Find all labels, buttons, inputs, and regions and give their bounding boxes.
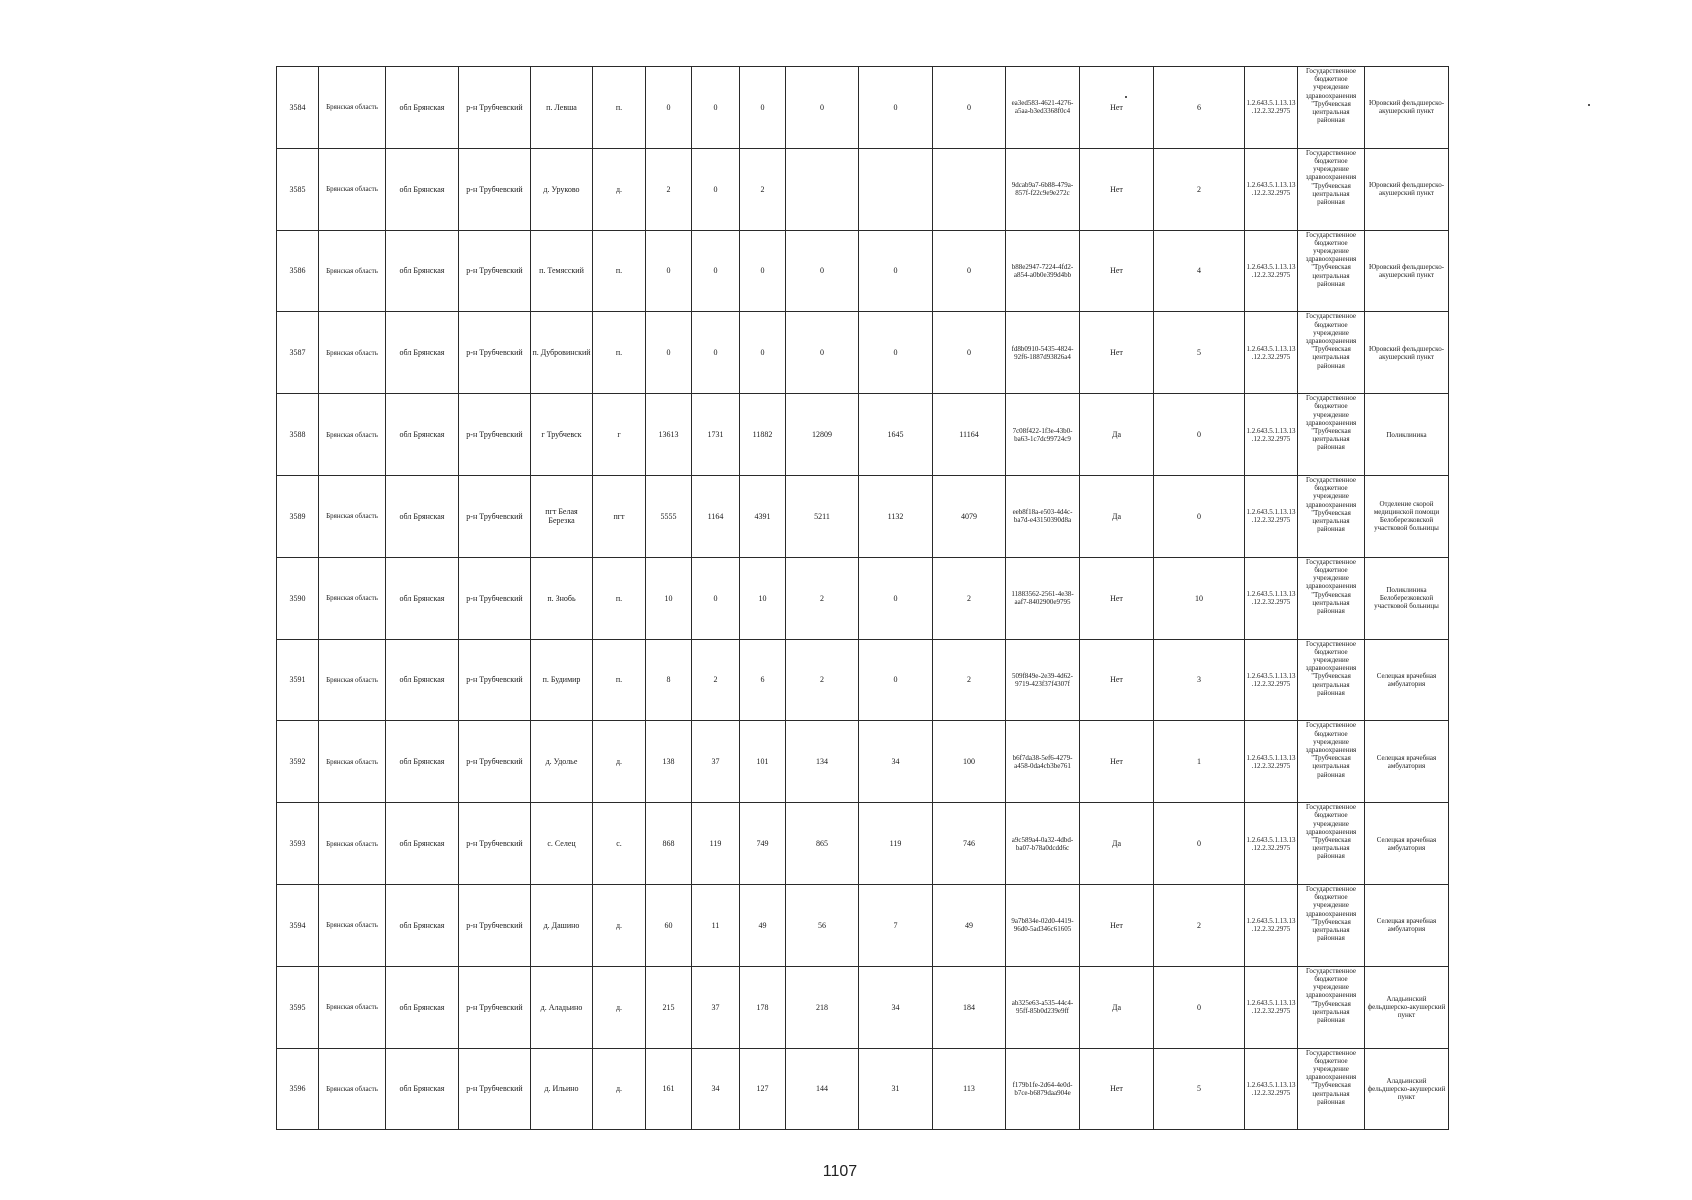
cell-pop-total: 60 [646, 884, 692, 966]
cell-region: Брянская область [319, 312, 386, 394]
table-row [277, 394, 1449, 476]
cell-distance: 5 [1154, 312, 1245, 394]
cell-attached-children: 1132 [859, 475, 933, 557]
cell-type: п. [593, 557, 646, 639]
cell-unit-name: Аладьинский фельдшерско-акушерский пункт [1365, 1048, 1449, 1130]
cell-attached-adults [933, 148, 1006, 230]
cell-num: 3585 [277, 148, 319, 230]
cell-oid: 1.2.643.5.1.13.13.12.2.32.2975 [1245, 639, 1298, 721]
cell-org-name: Государственное бюджетное учреждение здравоохранения "Трубчевская центральная районная [1298, 721, 1365, 803]
cell-oid: 1.2.643.5.1.13.13.12.2.32.2975 [1245, 1048, 1298, 1130]
cell-has-facility: Нет [1080, 639, 1154, 721]
cell-attached-children: 0 [859, 312, 933, 394]
cell-org-name: Государственное бюджетное учреждение здравоохранения "Трубчевская центральная районная [1298, 230, 1365, 312]
cell-org-name: Государственное бюджетное учреждение здравоохранения "Трубчевская центральная районная [1298, 557, 1365, 639]
cell-pop-children: 0 [692, 312, 740, 394]
cell-settlement: пгт Белая Березка [531, 475, 593, 557]
cell-distance: 2 [1154, 148, 1245, 230]
cell-type: д. [593, 721, 646, 803]
cell-attached-total: 218 [786, 966, 859, 1048]
cell-attached-children: 34 [859, 966, 933, 1048]
cell-org-name: Государственное бюджетное учреждение здравоохранения "Трубчевская центральная районная [1298, 312, 1365, 394]
cell-district: р-н Трубчевский [459, 1048, 531, 1130]
scan-speck [1588, 104, 1590, 106]
cell-oblast: обл Брянская [386, 966, 459, 1048]
cell-settlement: с. Селец [531, 803, 593, 885]
cell-oblast: обл Брянская [386, 557, 459, 639]
cell-pop-adults: 10 [740, 557, 786, 639]
cell-org-name: Государственное бюджетное учреждение здравоохранения "Трубчевская центральная районная [1298, 803, 1365, 885]
scan-speck [1125, 96, 1127, 98]
cell-region: Брянская область [319, 1048, 386, 1130]
cell-attached-adults: 113 [933, 1048, 1006, 1130]
cell-attached-adults: 49 [933, 884, 1006, 966]
table-row [277, 884, 1449, 966]
cell-district: р-н Трубчевский [459, 639, 531, 721]
cell-guid: b6f7da38-5ef6-4279-a458-0da4cb3be761 [1006, 721, 1080, 803]
cell-pop-children: 2 [692, 639, 740, 721]
cell-attached-total: 865 [786, 803, 859, 885]
cell-guid: 7c08f422-1f3e-43b0-ba63-1c7dc99724c9 [1006, 394, 1080, 476]
cell-oid: 1.2.643.5.1.13.13.12.2.32.2975 [1245, 557, 1298, 639]
cell-distance: 2 [1154, 884, 1245, 966]
cell-region: Брянская область [319, 230, 386, 312]
table-row [277, 67, 1449, 149]
cell-pop-adults: 6 [740, 639, 786, 721]
cell-oblast: обл Брянская [386, 803, 459, 885]
cell-oblast: обл Брянская [386, 394, 459, 476]
cell-attached-children: 0 [859, 557, 933, 639]
cell-pop-children: 0 [692, 557, 740, 639]
cell-type: п. [593, 230, 646, 312]
cell-unit-name: Селецкая врачебная амбулатория [1365, 639, 1449, 721]
cell-region: Брянская область [319, 966, 386, 1048]
cell-num: 3594 [277, 884, 319, 966]
cell-pop-children: 11 [692, 884, 740, 966]
cell-has-facility: Да [1080, 475, 1154, 557]
cell-has-facility: Нет [1080, 67, 1154, 149]
cell-district: р-н Трубчевский [459, 67, 531, 149]
cell-type: п. [593, 639, 646, 721]
cell-attached-adults: 2 [933, 639, 1006, 721]
cell-has-facility: Нет [1080, 1048, 1154, 1130]
cell-region: Брянская область [319, 67, 386, 149]
cell-guid: 509f849e-2e39-4d62-9719-423f37f4307f [1006, 639, 1080, 721]
cell-oid: 1.2.643.5.1.13.13.12.2.32.2975 [1245, 475, 1298, 557]
cell-unit-name: Юровский фельдшерско-акушерский пункт [1365, 230, 1449, 312]
cell-oblast: обл Брянская [386, 148, 459, 230]
cell-distance: 0 [1154, 394, 1245, 476]
cell-guid: ea3ed583-4621-4276-a5aa-b3ed3368f0c4 [1006, 67, 1080, 149]
cell-pop-total: 2 [646, 148, 692, 230]
cell-org-name: Государственное бюджетное учреждение здравоохранения "Трубчевская центральная районная [1298, 1048, 1365, 1130]
cell-distance: 0 [1154, 475, 1245, 557]
cell-guid: ab325e63-a535-44c4-95ff-85b0d239e9ff [1006, 966, 1080, 1048]
cell-num: 3589 [277, 475, 319, 557]
cell-attached-total: 0 [786, 67, 859, 149]
cell-has-facility: Нет [1080, 148, 1154, 230]
cell-type: с. [593, 803, 646, 885]
cell-distance: 10 [1154, 557, 1245, 639]
cell-pop-children: 1164 [692, 475, 740, 557]
cell-attached-children: 31 [859, 1048, 933, 1130]
cell-type: г [593, 394, 646, 476]
cell-attached-children: 0 [859, 67, 933, 149]
cell-pop-adults: 0 [740, 312, 786, 394]
cell-oblast: обл Брянская [386, 639, 459, 721]
cell-distance: 5 [1154, 1048, 1245, 1130]
cell-settlement: п. Будимир [531, 639, 593, 721]
cell-unit-name: Юровский фельдшерско-акушерский пункт [1365, 312, 1449, 394]
cell-has-facility: Нет [1080, 557, 1154, 639]
table-row [277, 1048, 1449, 1130]
cell-num: 3593 [277, 803, 319, 885]
cell-attached-children [859, 148, 933, 230]
cell-has-facility: Да [1080, 803, 1154, 885]
cell-pop-total: 0 [646, 230, 692, 312]
cell-pop-total: 8 [646, 639, 692, 721]
data-table [276, 66, 1449, 1130]
cell-distance: 6 [1154, 67, 1245, 149]
cell-district: р-н Трубчевский [459, 966, 531, 1048]
cell-attached-adults: 0 [933, 230, 1006, 312]
cell-unit-name: Селецкая врачебная амбулатория [1365, 721, 1449, 803]
cell-oid: 1.2.643.5.1.13.13.12.2.32.2975 [1245, 67, 1298, 149]
cell-guid: 9a7b834e-02d0-4419-96d0-5ad346c61605 [1006, 884, 1080, 966]
cell-attached-adults: 0 [933, 312, 1006, 394]
cell-pop-adults: 0 [740, 230, 786, 312]
table-row [277, 475, 1449, 557]
cell-oid: 1.2.643.5.1.13.13.12.2.32.2975 [1245, 148, 1298, 230]
cell-district: р-н Трубчевский [459, 475, 531, 557]
cell-pop-children: 119 [692, 803, 740, 885]
cell-settlement: д. Удолье [531, 721, 593, 803]
cell-settlement: п. Знобь [531, 557, 593, 639]
cell-attached-adults: 4079 [933, 475, 1006, 557]
cell-attached-total: 2 [786, 639, 859, 721]
cell-attached-total: 12809 [786, 394, 859, 476]
cell-pop-children: 0 [692, 148, 740, 230]
cell-org-name: Государственное бюджетное учреждение здравоохранения "Трубчевская центральная районная [1298, 966, 1365, 1048]
cell-attached-adults: 184 [933, 966, 1006, 1048]
cell-region: Брянская область [319, 557, 386, 639]
cell-settlement: г Трубчевск [531, 394, 593, 476]
cell-attached-children: 34 [859, 721, 933, 803]
cell-region: Брянская область [319, 475, 386, 557]
cell-org-name: Государственное бюджетное учреждение здравоохранения "Трубчевская центральная районная [1298, 394, 1365, 476]
cell-num: 3586 [277, 230, 319, 312]
table-row [277, 312, 1449, 394]
cell-region: Брянская область [319, 394, 386, 476]
cell-has-facility: Нет [1080, 884, 1154, 966]
cell-pop-adults: 101 [740, 721, 786, 803]
cell-type: д. [593, 884, 646, 966]
cell-num: 3591 [277, 639, 319, 721]
cell-attached-adults: 100 [933, 721, 1006, 803]
table-body [277, 67, 1449, 1130]
cell-region: Брянская область [319, 148, 386, 230]
cell-settlement: п. Левша [531, 67, 593, 149]
cell-pop-children: 37 [692, 721, 740, 803]
table-row [277, 148, 1449, 230]
cell-attached-total: 0 [786, 312, 859, 394]
cell-district: р-н Трубчевский [459, 721, 531, 803]
cell-pop-total: 868 [646, 803, 692, 885]
cell-attached-adults: 2 [933, 557, 1006, 639]
table-row [277, 230, 1449, 312]
cell-attached-total: 56 [786, 884, 859, 966]
cell-type: п. [593, 67, 646, 149]
page-number: 1107 [822, 1163, 858, 1180]
cell-district: р-н Трубчевский [459, 884, 531, 966]
cell-settlement: д. Аладьино [531, 966, 593, 1048]
cell-oblast: обл Брянская [386, 884, 459, 966]
cell-guid: 9dcab9a7-6b88-479a-857f-f22c9e9e272c [1006, 148, 1080, 230]
cell-oblast: обл Брянская [386, 1048, 459, 1130]
cell-district: р-н Трубчевский [459, 394, 531, 476]
cell-pop-adults: 11882 [740, 394, 786, 476]
cell-pop-children: 37 [692, 966, 740, 1048]
cell-attached-children: 0 [859, 639, 933, 721]
cell-unit-name: Селецкая врачебная амбулатория [1365, 803, 1449, 885]
cell-attached-children: 0 [859, 230, 933, 312]
cell-pop-total: 215 [646, 966, 692, 1048]
cell-oblast: обл Брянская [386, 67, 459, 149]
cell-pop-adults: 4391 [740, 475, 786, 557]
cell-attached-adults: 746 [933, 803, 1006, 885]
cell-pop-total: 5555 [646, 475, 692, 557]
cell-settlement: д. Дашино [531, 884, 593, 966]
cell-guid: fd8b0910-5435-4824-92f6-1887d93826a4 [1006, 312, 1080, 394]
table-row [277, 966, 1449, 1048]
cell-district: р-н Трубчевский [459, 557, 531, 639]
cell-pop-adults: 0 [740, 67, 786, 149]
cell-pop-total: 13613 [646, 394, 692, 476]
cell-pop-children: 1731 [692, 394, 740, 476]
cell-pop-children: 0 [692, 230, 740, 312]
cell-pop-adults: 127 [740, 1048, 786, 1130]
cell-pop-children: 0 [692, 67, 740, 149]
cell-pop-adults: 49 [740, 884, 786, 966]
cell-attached-children: 7 [859, 884, 933, 966]
cell-pop-total: 161 [646, 1048, 692, 1130]
cell-oid: 1.2.643.5.1.13.13.12.2.32.2975 [1245, 966, 1298, 1048]
cell-unit-name: Селецкая врачебная амбулатория [1365, 884, 1449, 966]
table-row [277, 721, 1449, 803]
cell-settlement: п. Дубровинский [531, 312, 593, 394]
cell-settlement: д. Ильино [531, 1048, 593, 1130]
cell-attached-children: 1645 [859, 394, 933, 476]
cell-attached-total: 5211 [786, 475, 859, 557]
cell-type: д. [593, 1048, 646, 1130]
cell-org-name: Государственное бюджетное учреждение здравоохранения "Трубчевская центральная районная [1298, 639, 1365, 721]
cell-region: Брянская область [319, 803, 386, 885]
cell-num: 3584 [277, 67, 319, 149]
cell-region: Брянская область [319, 721, 386, 803]
cell-oid: 1.2.643.5.1.13.13.12.2.32.2975 [1245, 230, 1298, 312]
cell-oblast: обл Брянская [386, 230, 459, 312]
cell-attached-total: 144 [786, 1048, 859, 1130]
cell-oblast: обл Брянская [386, 721, 459, 803]
cell-settlement: д. Уруково [531, 148, 593, 230]
cell-pop-adults: 749 [740, 803, 786, 885]
cell-unit-name: Юровский фельдшерско-акушерский пункт [1365, 67, 1449, 149]
cell-num: 3592 [277, 721, 319, 803]
cell-pop-total: 0 [646, 67, 692, 149]
cell-pop-children: 34 [692, 1048, 740, 1130]
cell-attached-total [786, 148, 859, 230]
cell-oid: 1.2.643.5.1.13.13.12.2.32.2975 [1245, 394, 1298, 476]
cell-pop-total: 10 [646, 557, 692, 639]
cell-attached-adults: 11164 [933, 394, 1006, 476]
cell-num: 3588 [277, 394, 319, 476]
cell-distance: 4 [1154, 230, 1245, 312]
table-row [277, 639, 1449, 721]
cell-pop-total: 138 [646, 721, 692, 803]
cell-org-name: Государственное бюджетное учреждение здравоохранения "Трубчевская центральная районная [1298, 475, 1365, 557]
cell-attached-adults: 0 [933, 67, 1006, 149]
cell-settlement: п. Темясский [531, 230, 593, 312]
cell-attached-total: 0 [786, 230, 859, 312]
cell-attached-total: 134 [786, 721, 859, 803]
cell-distance: 3 [1154, 639, 1245, 721]
cell-oid: 1.2.643.5.1.13.13.12.2.32.2975 [1245, 312, 1298, 394]
cell-org-name: Государственное бюджетное учреждение здравоохранения "Трубчевская центральная районная [1298, 148, 1365, 230]
cell-region: Брянская область [319, 884, 386, 966]
cell-attached-total: 2 [786, 557, 859, 639]
cell-district: р-н Трубчевский [459, 803, 531, 885]
cell-district: р-н Трубчевский [459, 230, 531, 312]
cell-has-facility: Да [1080, 394, 1154, 476]
cell-org-name: Государственное бюджетное учреждение здравоохранения "Трубчевская центральная районная [1298, 67, 1365, 149]
cell-has-facility: Нет [1080, 230, 1154, 312]
cell-district: р-н Трубчевский [459, 312, 531, 394]
cell-unit-name: Поликлиника [1365, 394, 1449, 476]
cell-type: д. [593, 966, 646, 1048]
cell-oid: 1.2.643.5.1.13.13.12.2.32.2975 [1245, 884, 1298, 966]
cell-num: 3590 [277, 557, 319, 639]
cell-has-facility: Нет [1080, 312, 1154, 394]
cell-district: р-н Трубчевский [459, 148, 531, 230]
cell-oblast: обл Брянская [386, 312, 459, 394]
cell-guid: a9c589a4-0a32-4dbd-ba07-b78a0dcdd6c [1006, 803, 1080, 885]
cell-unit-name: Поликлиника Белоберезковской участковой больницы [1365, 557, 1449, 639]
cell-guid: eeb8f18a-e503-4d4c-ba7d-e43150390d8a [1006, 475, 1080, 557]
cell-oblast: обл Брянская [386, 475, 459, 557]
table-row [277, 557, 1449, 639]
cell-type: пгт [593, 475, 646, 557]
cell-distance: 1 [1154, 721, 1245, 803]
cell-pop-total: 0 [646, 312, 692, 394]
cell-num: 3596 [277, 1048, 319, 1130]
cell-guid: f179b1fe-2d64-4e0d-b7ce-b6879daa904e [1006, 1048, 1080, 1130]
table-row [277, 803, 1449, 885]
cell-pop-adults: 178 [740, 966, 786, 1048]
cell-org-name: Государственное бюджетное учреждение здравоохранения "Трубчевская центральная районная [1298, 884, 1365, 966]
cell-pop-adults: 2 [740, 148, 786, 230]
cell-type: д. [593, 148, 646, 230]
cell-num: 3595 [277, 966, 319, 1048]
cell-unit-name: Отделение скорой медицинской помощи Белоберезковской участковой больницы [1365, 475, 1449, 557]
cell-oid: 1.2.643.5.1.13.13.12.2.32.2975 [1245, 721, 1298, 803]
cell-has-facility: Да [1080, 966, 1154, 1048]
cell-oid: 1.2.643.5.1.13.13.12.2.32.2975 [1245, 803, 1298, 885]
cell-num: 3587 [277, 312, 319, 394]
cell-unit-name: Аладьинский фельдшерско-акушерский пункт [1365, 966, 1449, 1048]
cell-guid: 11883562-2561-4e38-aaf7-8402900e9795 [1006, 557, 1080, 639]
cell-has-facility: Нет [1080, 721, 1154, 803]
cell-distance: 0 [1154, 803, 1245, 885]
cell-distance: 0 [1154, 966, 1245, 1048]
cell-guid: b88e2947-7224-4fd2-a854-a0b0e399d4bb [1006, 230, 1080, 312]
cell-region: Брянская область [319, 639, 386, 721]
cell-type: п. [593, 312, 646, 394]
cell-attached-children: 119 [859, 803, 933, 885]
cell-unit-name: Юровский фельдшерско-акушерский пункт [1365, 148, 1449, 230]
